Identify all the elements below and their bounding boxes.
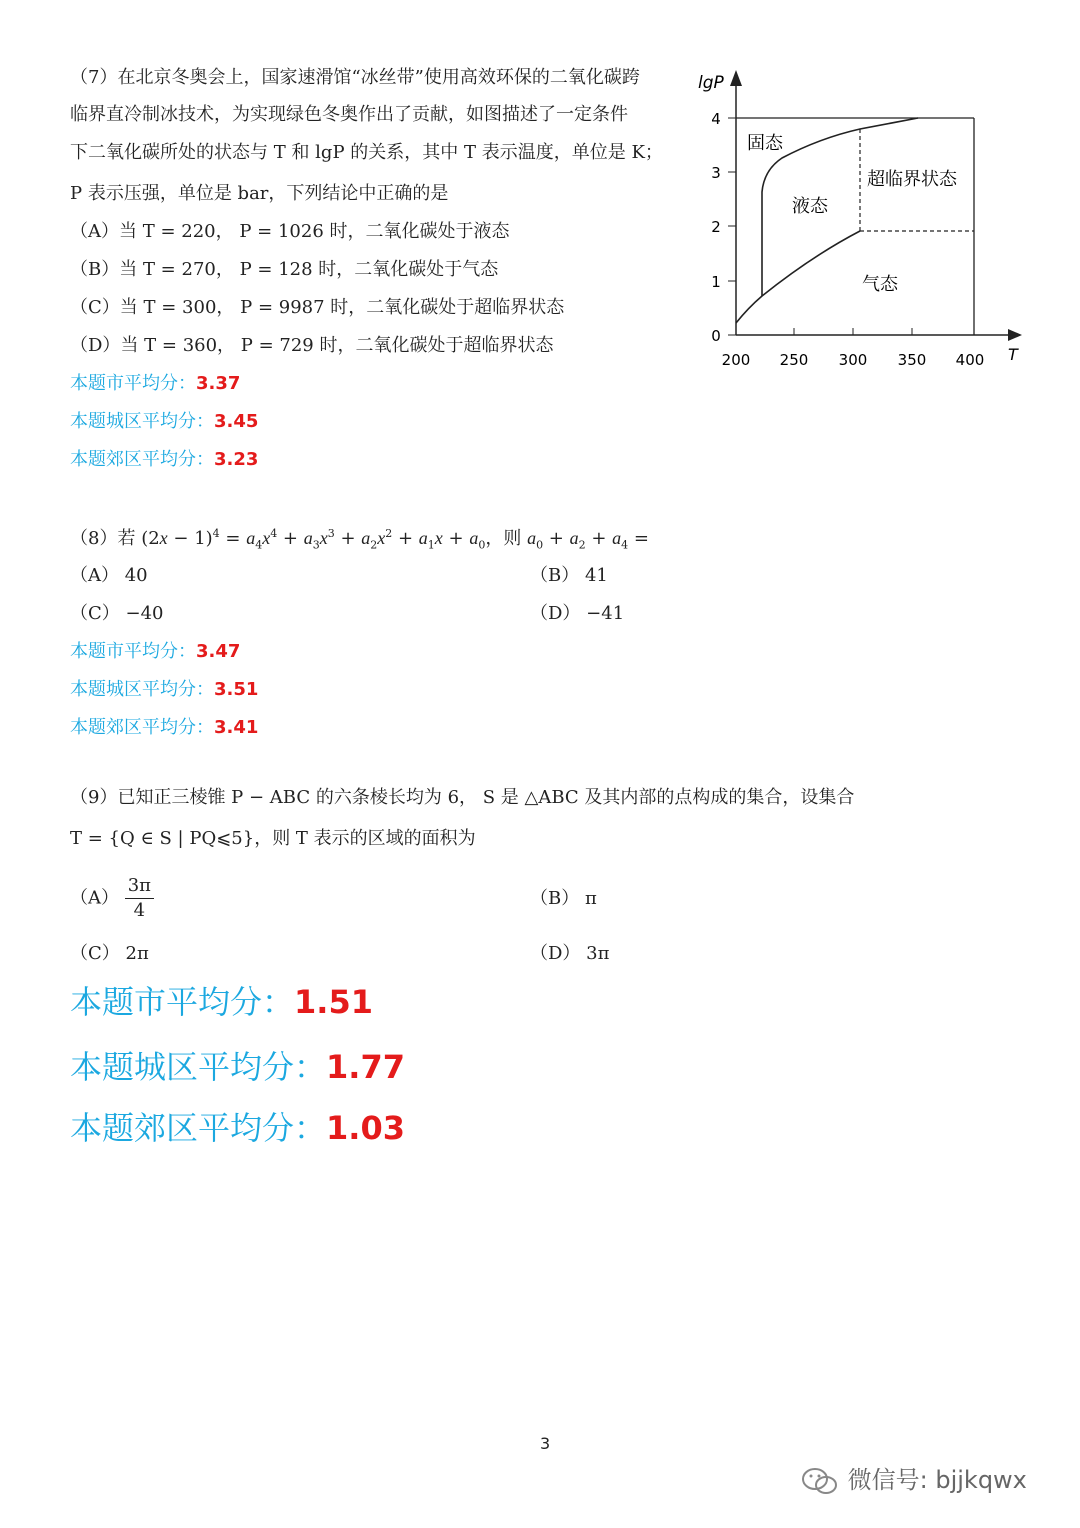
q8-score-city: 本题市平均分：3.47 [70,641,241,662]
q7-score-city: 本题市平均分：3.37 [70,373,241,394]
region-gas-label: 气态 [862,274,898,295]
q8-option-c: （C） −40 [70,603,164,624]
y-tick-4: 4 [711,110,721,128]
y-tick-0: 0 [711,327,721,345]
q7-score-suburban: 本题郊区平均分：3.23 [70,449,259,470]
q8-option-b: （B） 41 [530,565,608,586]
y-ticks [728,118,736,335]
wechat-watermark: 微信号: bjjkqwx [800,1460,1027,1496]
q9-score-city: 本题市平均分：1.51 [70,983,373,1021]
q7-stem-line-1: （7）在北京冬奥会上，国家速滑馆“冰丝带”使用高效环保的二氧化碳跨 [70,67,640,88]
q8-option-d: （D） −41 [530,603,625,624]
q7-stem-line-4: P 表示压强，单位是 bar，下列结论中正确的是 [70,183,449,204]
q9-option-c: （C） 2π [70,943,149,964]
q8-target-expression: $a_0 + a_2 + a_4$ = [527,528,649,552]
x-axis-label: T [1008,345,1018,364]
q8-option-a: （A） 40 [70,565,148,586]
q7-option-a: （A）当 T = 220， P = 1026 时，二氧化碳处于液态 [70,221,510,242]
wechat-icon [800,1466,840,1496]
x-ticks [794,328,912,335]
q7-stem-line-2: 临界直冷制冰技术，为实现绿色冬奥作出了贡献，如图描述了一定条件 [70,104,628,125]
x-tick-400: 400 [955,351,985,369]
x-axis-arrow [1008,329,1022,341]
q9-option-d: （D） 3π [530,943,610,964]
q9-option-b: （B） π [530,888,597,909]
q9-score-urban: 本题城区平均分：1.77 [70,1048,405,1086]
q8-score-suburban: 本题郊区平均分：3.41 [70,717,259,738]
x-tick-200: 200 [721,351,751,369]
y-axis-arrow [730,70,742,86]
solid-liquid-boundary [762,118,918,296]
q8-equation: $(2x - 1)^4 = a_4x^4 + a_3x^3 + a_2x^2 + a_1x + a_0$ [141,527,486,552]
q9-score-suburban: 本题郊区平均分：1.03 [70,1109,405,1147]
q7-option-c: （C）当 T = 300， P = 9987 时，二氧化碳处于超临界状态 [70,297,565,318]
y-tick-2: 2 [711,218,721,236]
q7-score-urban: 本题城区平均分：3.45 [70,411,259,432]
x-tick-250: 250 [779,351,809,369]
q8-stem: （8）若 $(2x - 1)^4 = a_4x^4 + a_3x^3 + a_2x^2 + a_1x + a_0$，则 $a_0 + a_2 + a_4$ = [70,527,649,552]
x-tick-300: 300 [838,351,868,369]
y-tick-3: 3 [711,164,721,182]
q9-stem-line-2: T = {Q ∈ S | PQ⩽5}，则 T 表示的区域的面积为 [70,828,476,849]
region-solid-label: 固态 [747,133,783,154]
q8-score-urban: 本题城区平均分：3.51 [70,679,259,700]
page-number: 3 [540,1434,551,1453]
q7-option-b: （B）当 T = 270， P = 128 时，二氧化碳处于气态 [70,259,499,280]
y-axis-label: lgP [698,73,724,93]
region-supercritical-label: 超临界状态 [867,169,957,190]
q9-option-a: （A） $\frac{3\pi}{4}$ [70,874,154,923]
y-tick-1: 1 [711,273,721,291]
vapor-pressure-curve [736,231,860,323]
q7-option-d: （D）当 T = 360， P = 729 时，二氧化碳处于超临界状态 [70,335,554,356]
q7-stem-line-3: 下二氧化碳所处的状态与 T 和 lgP 的关系，其中 T 表示温度，单位是 K； [70,142,663,163]
region-liquid-label: 液态 [792,196,828,217]
x-tick-350: 350 [897,351,927,369]
co2-phase-diagram [690,62,1040,382]
q9-option-a-fraction: $\frac{3\pi}{4}$ [125,874,154,923]
q9-stem-line-1: （9）已知正三棱锥 P − ABC 的六条棱长均为 6， S 是 △ABC 及其内部的点构成的集合，设集合 [70,787,855,808]
